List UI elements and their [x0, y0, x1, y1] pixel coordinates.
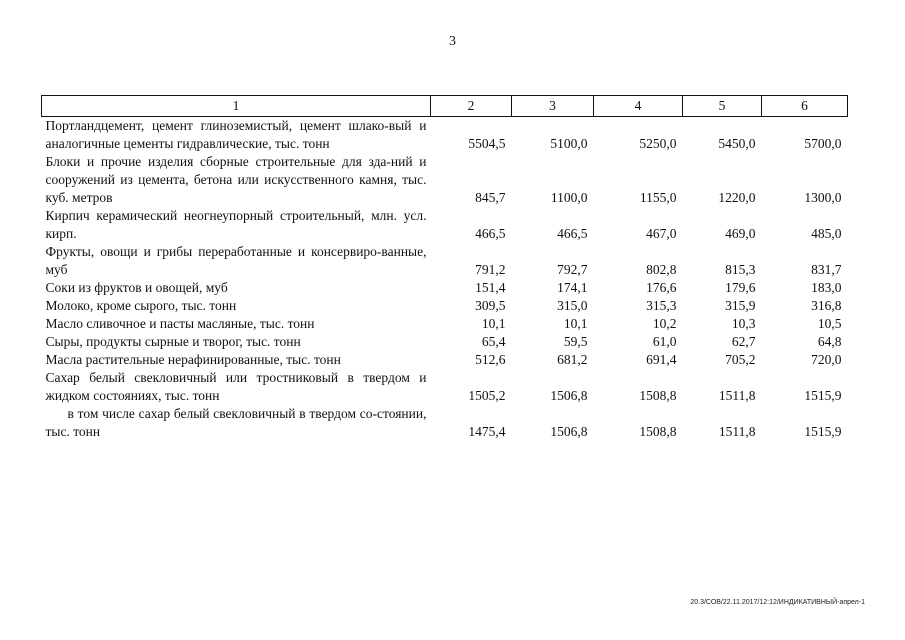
- row-value: 1508,8: [639, 388, 677, 403]
- table-row: [42, 243, 848, 279]
- row-name: Фрукты, овощи и грибы переработанные и консервиро-ванные, муб: [45, 244, 427, 277]
- row-value: 467,0: [646, 226, 677, 241]
- row-value: 831,7: [811, 262, 842, 277]
- row-value: 10,5: [817, 316, 842, 331]
- row-value: 1475,4: [468, 424, 506, 439]
- row-value: 1511,8: [718, 424, 756, 439]
- row-name: Сахар белый свекловичный или тростниковый в твердом и жидком состояниях, тыс. тонн: [45, 370, 427, 403]
- row-value: 1508,8: [639, 424, 677, 439]
- row-value: 469,0: [725, 226, 756, 241]
- row-name: Кирпич керамический неогнеупорный строительный, млн. усл. кирп.: [45, 208, 427, 241]
- row-value: 62,7: [731, 334, 756, 349]
- table-row: [42, 369, 848, 405]
- row-value: 10,1: [481, 316, 506, 331]
- row-value: 1515,9: [804, 424, 842, 439]
- row-value: 174,1: [557, 280, 588, 295]
- row-value: 5700,0: [804, 136, 842, 151]
- row-name: Блоки и прочие изделия сборные строительные для зда-ний и сооружений из цемента, бетона или искусственного камня, тыс. куб. метров: [45, 154, 427, 205]
- row-value: 5504,5: [468, 136, 506, 151]
- row-name: Масло сливочное и пасты масляные, тыс. тонн: [45, 316, 315, 331]
- production-table: [41, 95, 848, 441]
- row-value: 815,3: [725, 262, 756, 277]
- row-value: 5100,0: [550, 136, 588, 151]
- row-name: Сыры, продукты сырные и творог, тыс. тонн: [45, 334, 301, 349]
- row-value: 10,1: [563, 316, 588, 331]
- row-value: 5450,0: [718, 136, 756, 151]
- row-name: Масла растительные нерафинированные, тыс. тонн: [45, 352, 341, 367]
- table-row: [42, 117, 848, 154]
- row-value: 1155,0: [639, 190, 677, 205]
- row-name: Соки из фруктов и овощей, муб: [45, 280, 228, 295]
- row-value: 59,5: [563, 334, 588, 349]
- row-value: 64,8: [817, 334, 842, 349]
- row-name: в том числе сахар белый свекловичный в твердом со-стоянии, тыс. тонн: [45, 406, 427, 439]
- row-value: 845,7: [475, 190, 506, 205]
- row-value: 791,2: [475, 262, 506, 277]
- row-value: 315,9: [725, 298, 756, 313]
- column-header: 6: [762, 96, 848, 117]
- row-value: 512,6: [475, 352, 506, 367]
- row-value: 10,2: [652, 316, 677, 331]
- row-value: 151,4: [475, 280, 506, 295]
- column-header: 5: [683, 96, 762, 117]
- row-value: 705,2: [725, 352, 756, 367]
- row-value: 183,0: [811, 280, 842, 295]
- row-value: 802,8: [646, 262, 677, 277]
- table-row: [42, 297, 848, 315]
- page-number: 3: [449, 34, 456, 49]
- row-value: 316,8: [811, 298, 842, 313]
- column-header: 3: [512, 96, 594, 117]
- table-row: [42, 405, 848, 441]
- table-row: [42, 279, 848, 297]
- row-value: 61,0: [652, 334, 677, 349]
- column-header: 2: [431, 96, 512, 117]
- row-name: Молоко, кроме сырого, тыс. тонн: [45, 298, 237, 313]
- row-value: 1300,0: [804, 190, 842, 205]
- document-footer-code: 20.3/СОВ/22.11.2017/12:12/ИНДИКАТИВНЫЙ-апрел-1: [690, 599, 865, 606]
- column-header: 1: [42, 96, 431, 117]
- row-value: 681,2: [557, 352, 588, 367]
- table-row: [42, 333, 848, 351]
- row-value: 1511,8: [718, 388, 756, 403]
- row-value: 315,0: [557, 298, 588, 313]
- table-row: [42, 153, 848, 207]
- row-value: 466,5: [475, 226, 506, 241]
- row-value: 792,7: [557, 262, 588, 277]
- row-value: 691,4: [646, 352, 677, 367]
- row-value: 5250,0: [639, 136, 677, 151]
- row-value: 309,5: [475, 298, 506, 313]
- row-value: 1220,0: [718, 190, 756, 205]
- table-row: [42, 315, 848, 333]
- row-value: 10,3: [731, 316, 756, 331]
- row-value: 1515,9: [804, 388, 842, 403]
- row-value: 315,3: [646, 298, 677, 313]
- row-value: 1505,2: [468, 388, 506, 403]
- table-row: [42, 207, 848, 243]
- row-value: 65,4: [481, 334, 506, 349]
- row-value: 720,0: [811, 352, 842, 367]
- row-name: Портландцемент, цемент глиноземистый, цемент шлако-вый и аналогичные цементы гидравлические, тыс. тонн: [45, 118, 427, 151]
- row-value: 485,0: [811, 226, 842, 241]
- table-row: [42, 351, 848, 369]
- row-value: 466,5: [557, 226, 588, 241]
- row-value: 1506,8: [550, 388, 588, 403]
- column-header: 4: [594, 96, 683, 117]
- row-value: 1100,0: [550, 190, 588, 205]
- row-value: 176,6: [646, 280, 677, 295]
- row-value: 179,6: [725, 280, 756, 295]
- row-value: 1506,8: [550, 424, 588, 439]
- table-header-row: [42, 96, 848, 117]
